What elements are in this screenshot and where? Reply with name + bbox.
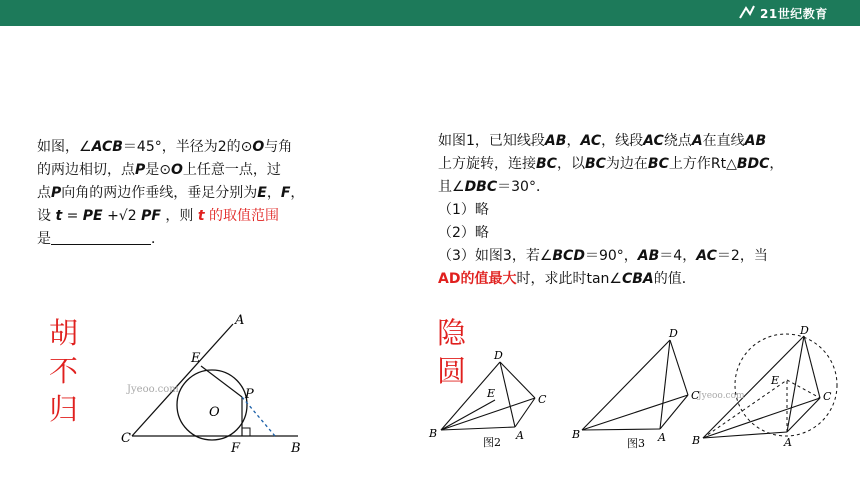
figure-angle-circle: [115, 300, 315, 460]
fig3-label-A: A: [658, 431, 666, 444]
fig2-caption: 图2: [483, 436, 501, 449]
brand-logo-text: 21世纪教育: [760, 7, 828, 21]
fig3-caption: 图3: [627, 437, 645, 450]
fig-left-label-E: E: [191, 351, 201, 366]
fig2-label-C: C: [538, 393, 547, 406]
fig4-label-C: C: [823, 390, 832, 403]
top-banner: [0, 0, 860, 26]
fig2-label-D: D: [494, 349, 503, 362]
answer-blank: [51, 230, 151, 245]
fig3-label-D: D: [669, 327, 678, 340]
fig3-label-C: C: [691, 389, 700, 402]
fig4-label-B: B: [692, 434, 701, 447]
fig-left-watermark: Jyeoo.com: [127, 384, 179, 395]
fig3-label-B: B: [572, 428, 581, 441]
fig2-label-B: B: [429, 427, 438, 440]
fig4-label-A: A: [784, 436, 792, 449]
fig-left-label-C: C: [121, 431, 131, 446]
figure-2: [425, 345, 555, 450]
problem-1-text: 如图，∠ACB＝45°，半径为2的⊙O与角 的两边相切，点P是⊙O上任意一点，过 点P向角的两边作垂线，垂足分别为E，F， 设 t = PE +√2 PF ，则 t 的取值范围 是 ．: [37, 139, 305, 247]
fig-left-label-P: P: [245, 387, 254, 402]
label-hubugui: 胡 不 归: [49, 316, 79, 426]
problem-2-text: 如图1，已知线段AB，AC，线段AC绕点A在直线AB 上方旋转，连接BC，以BC为边在BC上方作Rt△BDC， 且∠DBC＝30°． （1）略 （2）略 （3）如图3，若∠BCD＝90°，AB＝4，AC＝2，当 AD的值最大时，求此时tan∠CBA的值．: [438, 133, 784, 287]
fig2-label-A: A: [516, 429, 524, 442]
fig4-watermark: Jyeoo.com: [698, 391, 745, 401]
figure-hidden-circle: [690, 320, 850, 455]
fig-left-label-A: A: [235, 313, 245, 328]
label-yinyuan: 隐 圆: [437, 316, 467, 388]
fig4-label-E: E: [771, 374, 780, 387]
fig4-label-D: D: [800, 324, 809, 337]
fig-left-label-F: F: [231, 441, 241, 456]
fig-left-label-B: B: [291, 441, 301, 456]
fig-left-label-O: O: [209, 405, 220, 420]
figure-3: [565, 325, 705, 455]
fig2-label-E: E: [487, 387, 496, 400]
